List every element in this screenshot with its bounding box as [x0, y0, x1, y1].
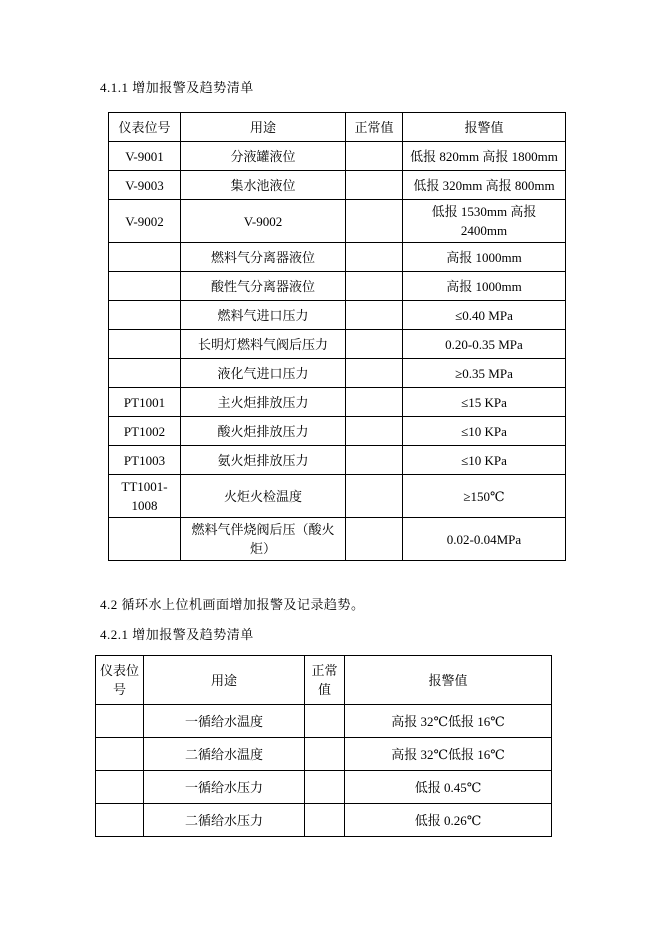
table-cell: 低报 0.26℃ [345, 804, 552, 837]
table-cell: 长明灯燃料气阀后压力 [181, 330, 346, 359]
table-row [109, 518, 566, 561]
table1-body [109, 142, 566, 561]
table-cell [346, 200, 403, 243]
table-cell: ≥0.35 MPa [403, 359, 566, 388]
table-cell: 低报 1530mm 高报 2400mm [403, 200, 566, 243]
section-heading-411: 4.1.1 增加报警及趋势清单 [100, 80, 254, 95]
table-cell: V-9002 [181, 200, 346, 243]
table-cell: 0.20-0.35 MPa [403, 330, 566, 359]
table-cell [305, 804, 345, 837]
table-cell [109, 330, 181, 359]
table-cell: ≤15 KPa [403, 388, 566, 417]
table-cell: 火炬火检温度 [181, 475, 346, 518]
table-row [109, 330, 566, 359]
table-cell: 二循给水压力 [144, 804, 305, 837]
table-cell: ≤10 KPa [403, 417, 566, 446]
table-cell [346, 388, 403, 417]
table-cell [96, 804, 144, 837]
table-cell: 低报 320mm 高报 800mm [403, 171, 566, 200]
table-cell [346, 142, 403, 171]
table-cell [109, 518, 181, 561]
column-header-normal-value: 正常值 [346, 113, 403, 142]
table-cell [96, 705, 144, 738]
table-cell: 0.02-0.04MPa [403, 518, 566, 561]
table-cell: V-9003 [109, 171, 181, 200]
table-cell: 低报 820mm 高报 1800mm [403, 142, 566, 171]
table-cell: 二循给水温度 [144, 738, 305, 771]
table-header-row [96, 656, 552, 705]
table-cell [346, 243, 403, 272]
table-cell [109, 359, 181, 388]
table-cell [346, 301, 403, 330]
table-row [109, 171, 566, 200]
table-cell: 燃料气进口压力 [181, 301, 346, 330]
table-cell: 低报 0.45℃ [345, 771, 552, 804]
table-cell: 高报 1000mm [403, 272, 566, 301]
column-header-tag: 仪表位号 [109, 113, 181, 142]
table-cell: 一循给水温度 [144, 705, 305, 738]
alarm-trend-table-2 [95, 655, 552, 837]
alarm-trend-table-1 [108, 112, 566, 561]
table-cell [346, 330, 403, 359]
table-cell: PT1003 [109, 446, 181, 475]
table-cell: 高报 1000mm [403, 243, 566, 272]
table-cell: TT1001-1008 [109, 475, 181, 518]
column-header-purpose: 用途 [181, 113, 346, 142]
table-cell [305, 771, 345, 804]
table-row [109, 272, 566, 301]
table-cell: 燃料气分离器液位 [181, 243, 346, 272]
table2-body [96, 705, 552, 837]
table-cell: 液化气进口压力 [181, 359, 346, 388]
section-heading-421: 4.2.1 增加报警及趋势清单 [100, 627, 254, 642]
column-header-normal-value: 正常值 [305, 656, 345, 705]
column-header-alarm-value: 报警值 [345, 656, 552, 705]
table-row [109, 417, 566, 446]
table-row [96, 738, 552, 771]
table-cell: 燃料气伴烧阀后压（酸火炬） [181, 518, 346, 561]
section-paragraph-42: 4.2 循环水上位机画面增加报警及记录趋势。 [100, 597, 365, 612]
table-cell: V-9001 [109, 142, 181, 171]
column-header-tag: 仪表位号 [96, 656, 144, 705]
table-cell [346, 518, 403, 561]
table-cell [346, 475, 403, 518]
table-row [96, 705, 552, 738]
table-row [109, 301, 566, 330]
table-row [109, 359, 566, 388]
table-cell [346, 446, 403, 475]
table-cell: ≤0.40 MPa [403, 301, 566, 330]
table-row [109, 200, 566, 243]
column-header-purpose: 用途 [144, 656, 305, 705]
table-row [96, 771, 552, 804]
table-row [109, 388, 566, 417]
table-cell [96, 738, 144, 771]
table-cell: V-9002 [109, 200, 181, 243]
table-cell: 高报 32℃低报 16℃ [345, 738, 552, 771]
table-cell [96, 771, 144, 804]
table-cell [346, 417, 403, 446]
table-cell: 集水池液位 [181, 171, 346, 200]
table-row [96, 804, 552, 837]
table-cell: 高报 32℃低报 16℃ [345, 705, 552, 738]
table-cell [305, 738, 345, 771]
table-cell [346, 171, 403, 200]
table-cell: 酸性气分离器液位 [181, 272, 346, 301]
table-row [109, 243, 566, 272]
table-cell: PT1001 [109, 388, 181, 417]
column-header-alarm-value: 报警值 [403, 113, 566, 142]
table-cell: PT1002 [109, 417, 181, 446]
table-cell [109, 272, 181, 301]
table-row [109, 142, 566, 171]
table-cell [346, 272, 403, 301]
table-cell: 氨火炬排放压力 [181, 446, 346, 475]
table-cell [109, 301, 181, 330]
table-row [109, 475, 566, 518]
table-cell [346, 359, 403, 388]
table-cell: 一循给水压力 [144, 771, 305, 804]
table-cell [109, 243, 181, 272]
table-cell: 主火炬排放压力 [181, 388, 346, 417]
table-cell: ≥150℃ [403, 475, 566, 518]
table-cell: 分液罐液位 [181, 142, 346, 171]
table-cell [305, 705, 345, 738]
table-header-row [109, 113, 566, 142]
table-cell: 酸火炬排放压力 [181, 417, 346, 446]
table-cell: ≤10 KPa [403, 446, 566, 475]
table-row [109, 446, 566, 475]
